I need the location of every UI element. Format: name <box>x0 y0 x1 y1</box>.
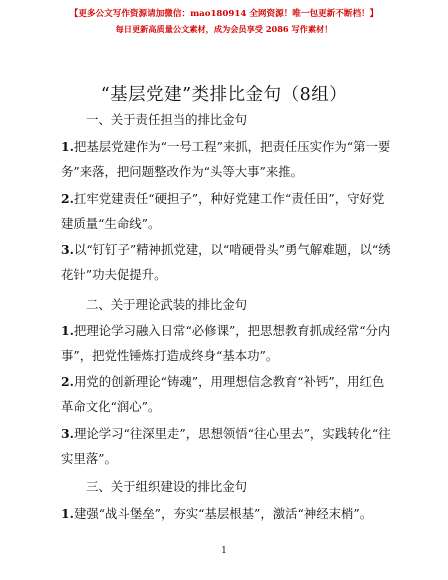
item-text: 用党的创新理论“铸魂”，用理想信念教育“补钙”，用红色革命文化“润心”。 <box>61 374 385 414</box>
section-1-item-1 <box>61 134 391 184</box>
item-text: 以“钉钉子”精神抓党建，以“啃硬骨头”勇气解难题，以“绣花针”功夫促提升。 <box>61 242 391 282</box>
section-2-item-2 <box>61 369 391 419</box>
item-text: 建强“战斗堡垒”，夯实“基层根基”，激活“神经末梢”。 <box>73 506 373 521</box>
section-heading-1: 一、关于责任担当的排比金句 <box>86 112 248 127</box>
item-text: 理论学习“往深里走”，思想领悟“往心里去”，实践转化“往实里落”。 <box>61 426 391 466</box>
section-heading-3: 三、关于组织建设的排比金句 <box>86 479 248 494</box>
item-number: 1. <box>61 323 74 338</box>
section-2-item-3 <box>61 421 391 471</box>
document-title: “基层党建”类排比金句（8组） <box>100 85 348 105</box>
item-text: 把基层党建作为“一号工程”来抓，把责任压实作为“第一要务”来落，把问题整改作为“头等大事”来推。 <box>61 139 391 179</box>
section-heading-2: 二、关于理论武装的排比金句 <box>86 297 248 312</box>
section-1-item-3 <box>61 237 391 287</box>
top-banner-line-1: 【更多公文写作资源请加微信：mao180914 全网资源！唯一包更新不断档！】 <box>69 9 379 19</box>
item-text: 把理论学习融入日常“必修课”，把思想教育抓成经常“分内事”，把党性锤炼打造成终身“基本功”。 <box>61 323 391 363</box>
top-banner-line-2: 每日更新高质量公文素材，成为会员享受 2086 写作素材！ <box>115 24 333 34</box>
section-2-item-1 <box>61 318 391 368</box>
item-number: 1. <box>61 139 74 154</box>
item-number: 1. <box>61 506 74 521</box>
page-number: 1 <box>221 546 227 556</box>
item-number: 3. <box>61 242 74 257</box>
section-1-item-2 <box>61 186 391 236</box>
item-text: 扛牢党建责任“硬担子”，种好党建工作“责任田”，守好党建质量“生命线”。 <box>61 191 385 231</box>
item-number: 2. <box>61 374 74 389</box>
item-number: 3. <box>61 426 74 441</box>
section-3-item-1 <box>61 501 391 526</box>
item-number: 2. <box>61 191 74 206</box>
